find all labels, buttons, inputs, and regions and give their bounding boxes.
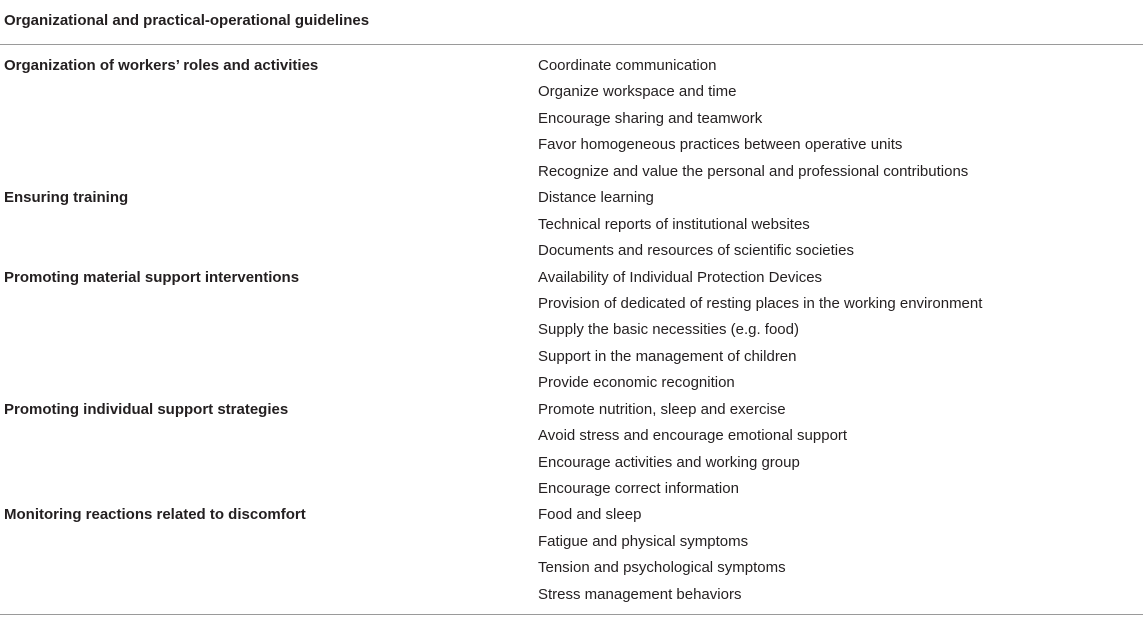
guideline-item: Encourage sharing and teamwork (538, 109, 763, 127)
guideline-item: Favor homogeneous practices between operative units (538, 136, 903, 154)
guideline-item: Tension and psychological symptoms (538, 559, 786, 577)
category-label: Promoting material support interventions (4, 268, 300, 286)
guideline-item: Supply the basic necessities (e.g. food) (538, 321, 799, 339)
guideline-item: Provision of dedicated of resting places in the working environment (538, 294, 983, 312)
guideline-item: Technical reports of institutional websites (538, 215, 810, 233)
table-header-title: Organizational and practical-operational guidelines (4, 12, 370, 29)
category-items (538, 502, 1143, 608)
guideline-item: Provide economic recognition (538, 374, 735, 392)
category-items (538, 397, 1143, 503)
guideline-item: Stress management behaviors (538, 585, 742, 603)
category-label: Promoting individual support strategies (4, 400, 289, 418)
guideline-item: Promote nutrition, sleep and exercise (538, 400, 786, 418)
table-body (0, 53, 1143, 608)
category-label: Monitoring reactions related to discomfort (4, 506, 306, 524)
category-items (538, 53, 1143, 185)
category-group-organization (0, 53, 1143, 185)
guideline-item: Avoid stress and encourage emotional support (538, 427, 848, 445)
guideline-item: Recognize and value the personal and professional contributions (538, 162, 969, 180)
category-label: Ensuring training (4, 189, 129, 207)
category-label: Organization of workers’ roles and activities (4, 57, 319, 74)
category-group-training (0, 185, 1143, 264)
guideline-item: Availability of Individual Protection Devices (538, 268, 823, 286)
category-group-material-support (0, 265, 1143, 397)
category-group-individual-support (0, 397, 1143, 503)
guideline-item: Support in the management of children (538, 347, 797, 365)
table-bottom-rule (0, 614, 1143, 615)
category-items (538, 265, 1143, 397)
category-group-monitoring (0, 502, 1143, 608)
category-items (538, 185, 1143, 264)
guideline-item: Encourage activities and working group (538, 453, 800, 471)
guideline-item: Distance learning (538, 189, 654, 207)
table-header-row (0, 0, 1143, 45)
guideline-item: Fatigue and physical symptoms (538, 532, 749, 550)
guideline-item: Organize workspace and time (538, 83, 737, 101)
guideline-item: Food and sleep (538, 506, 642, 524)
guideline-item: Encourage correct information (538, 480, 739, 497)
guideline-item: Coordinate communication (538, 57, 717, 74)
guideline-item: Documents and resources of scientific societies (538, 242, 854, 260)
